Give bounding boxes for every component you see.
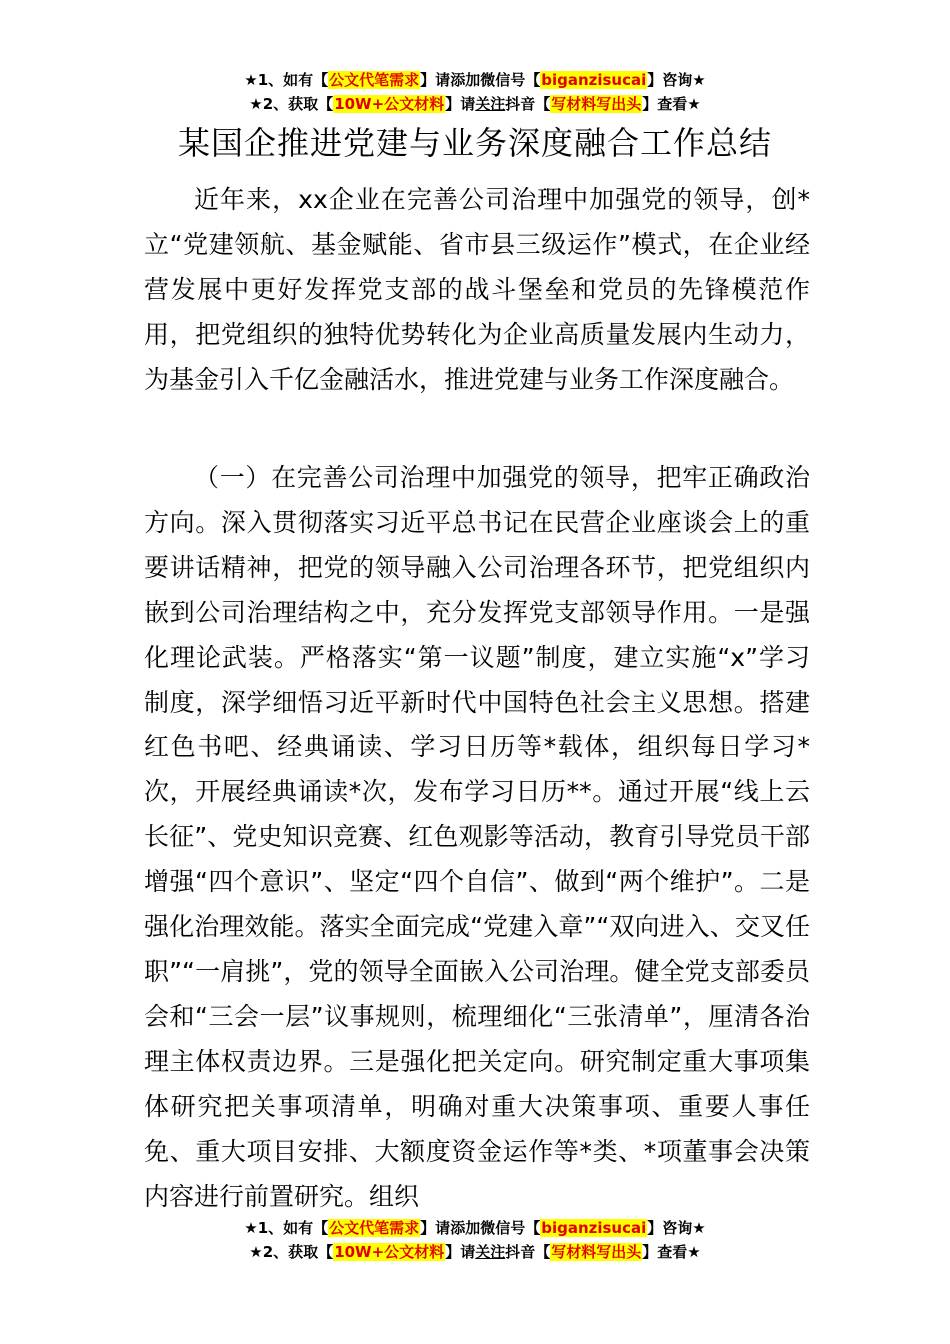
banner-highlight: 10W+公文材料: [334, 1243, 445, 1261]
paragraph-intro: [144, 178, 810, 403]
banner-text: 关注: [475, 95, 506, 113]
banner-douyin-id: 写材料写出头: [551, 1243, 642, 1261]
banner-text: ★1、如有【: [244, 71, 329, 89]
banner-text: 微信号【: [480, 1219, 541, 1237]
banner-text: 】查看★: [642, 95, 701, 113]
banner-text: 微信号【: [480, 71, 541, 89]
banner-text: 】请: [445, 1243, 476, 1261]
banner-highlight: 公文代笔需求: [329, 1219, 420, 1237]
banner-text: 抖音【: [505, 95, 551, 113]
paragraph-text: 近年来，xx企业在完善公司治理中加强党的领导，创*立“党建领航、基金赋能、省市县三级运作”模式，在企业经营发展中更好发挥党支部的战斗堡垒和党员的先锋模范作用，把党组织的独特优势转化为企业高质量发展内生动力，为基金引入千亿金融活水，推进党建与业务工作深度融合。: [144, 185, 810, 394]
banner-text: 】请: [420, 71, 451, 89]
banner-line-2: [0, 92, 950, 116]
banner-highlight: 10W+公文材料: [334, 95, 445, 113]
banner-text: 】咨询★: [647, 71, 706, 89]
banner-wechat-id: biganzisucai: [541, 71, 647, 89]
banner-text: 添加: [450, 71, 481, 89]
banner-text: 】查看★: [642, 1243, 701, 1261]
banner-text: ★2、获取【: [249, 1243, 334, 1261]
banner-text: 】咨询★: [647, 1219, 706, 1237]
banner-line-2: [0, 1240, 950, 1264]
header-banner: [0, 68, 950, 116]
paragraph-section-1: [144, 456, 810, 1219]
banner-text: 抖音【: [505, 1243, 551, 1261]
paragraph-text: （一）在完善公司治理中加强党的领导，把牢正确政治方向。深入贯彻落实习近平总书记在民营企业座谈会上的重要讲话精神，把党的领导融入公司治理各环节，把党组织内嵌到公司治理结构之中，充分发挥党支部领导作用。一是强化理论武装。严格落实“第一议题”制度，建立实施“x”学习制度，深学细悟习近平新时代中国特色社会主义思想。搭建红色书吧、经典诵读、学习日历等*载体，组织每日学习*次，开展经典诵读*次，发布学习日历**。通过开展“线上云长征”、党史知识竞赛、红色观影等活动，教育引导党员干部增强“四个意识”、坚定“四个自信”、做到“两个维护”。二是强化治理效能。落实全面完成“党建入章”“双向进入、交叉任职”“一肩挑”，党的领导全面嵌入公司治理。健全党支部委员会和“三会一层”议事规则，梳理细化“三张清单”，厘清各治理主体权责边界。三是强化把关定向。研究制定重大事项集体研究把关事项清单，明确对重大决策事项、重要人事任免、重大项目安排、大额度资金运作等*类、*项董事会决策内容进行前置研究。组织: [144, 463, 810, 1211]
banner-text: ★1、如有【: [244, 1219, 329, 1237]
banner-douyin-id: 写材料写出头: [551, 95, 642, 113]
banner-text: ★2、获取【: [249, 95, 334, 113]
banner-highlight: 公文代笔需求: [329, 71, 420, 89]
banner-text: 】请: [445, 95, 476, 113]
document-title: 某国企推进党建与业务深度融合工作总结: [177, 124, 772, 162]
banner-text: 关注: [475, 1243, 506, 1261]
footer-banner: [0, 1216, 950, 1264]
banner-line-1: [0, 1216, 950, 1240]
banner-text: 添加: [450, 1219, 481, 1237]
banner-line-1: [0, 68, 950, 92]
banner-text: 】请: [420, 1219, 451, 1237]
banner-wechat-id: biganzisucai: [541, 1219, 647, 1237]
